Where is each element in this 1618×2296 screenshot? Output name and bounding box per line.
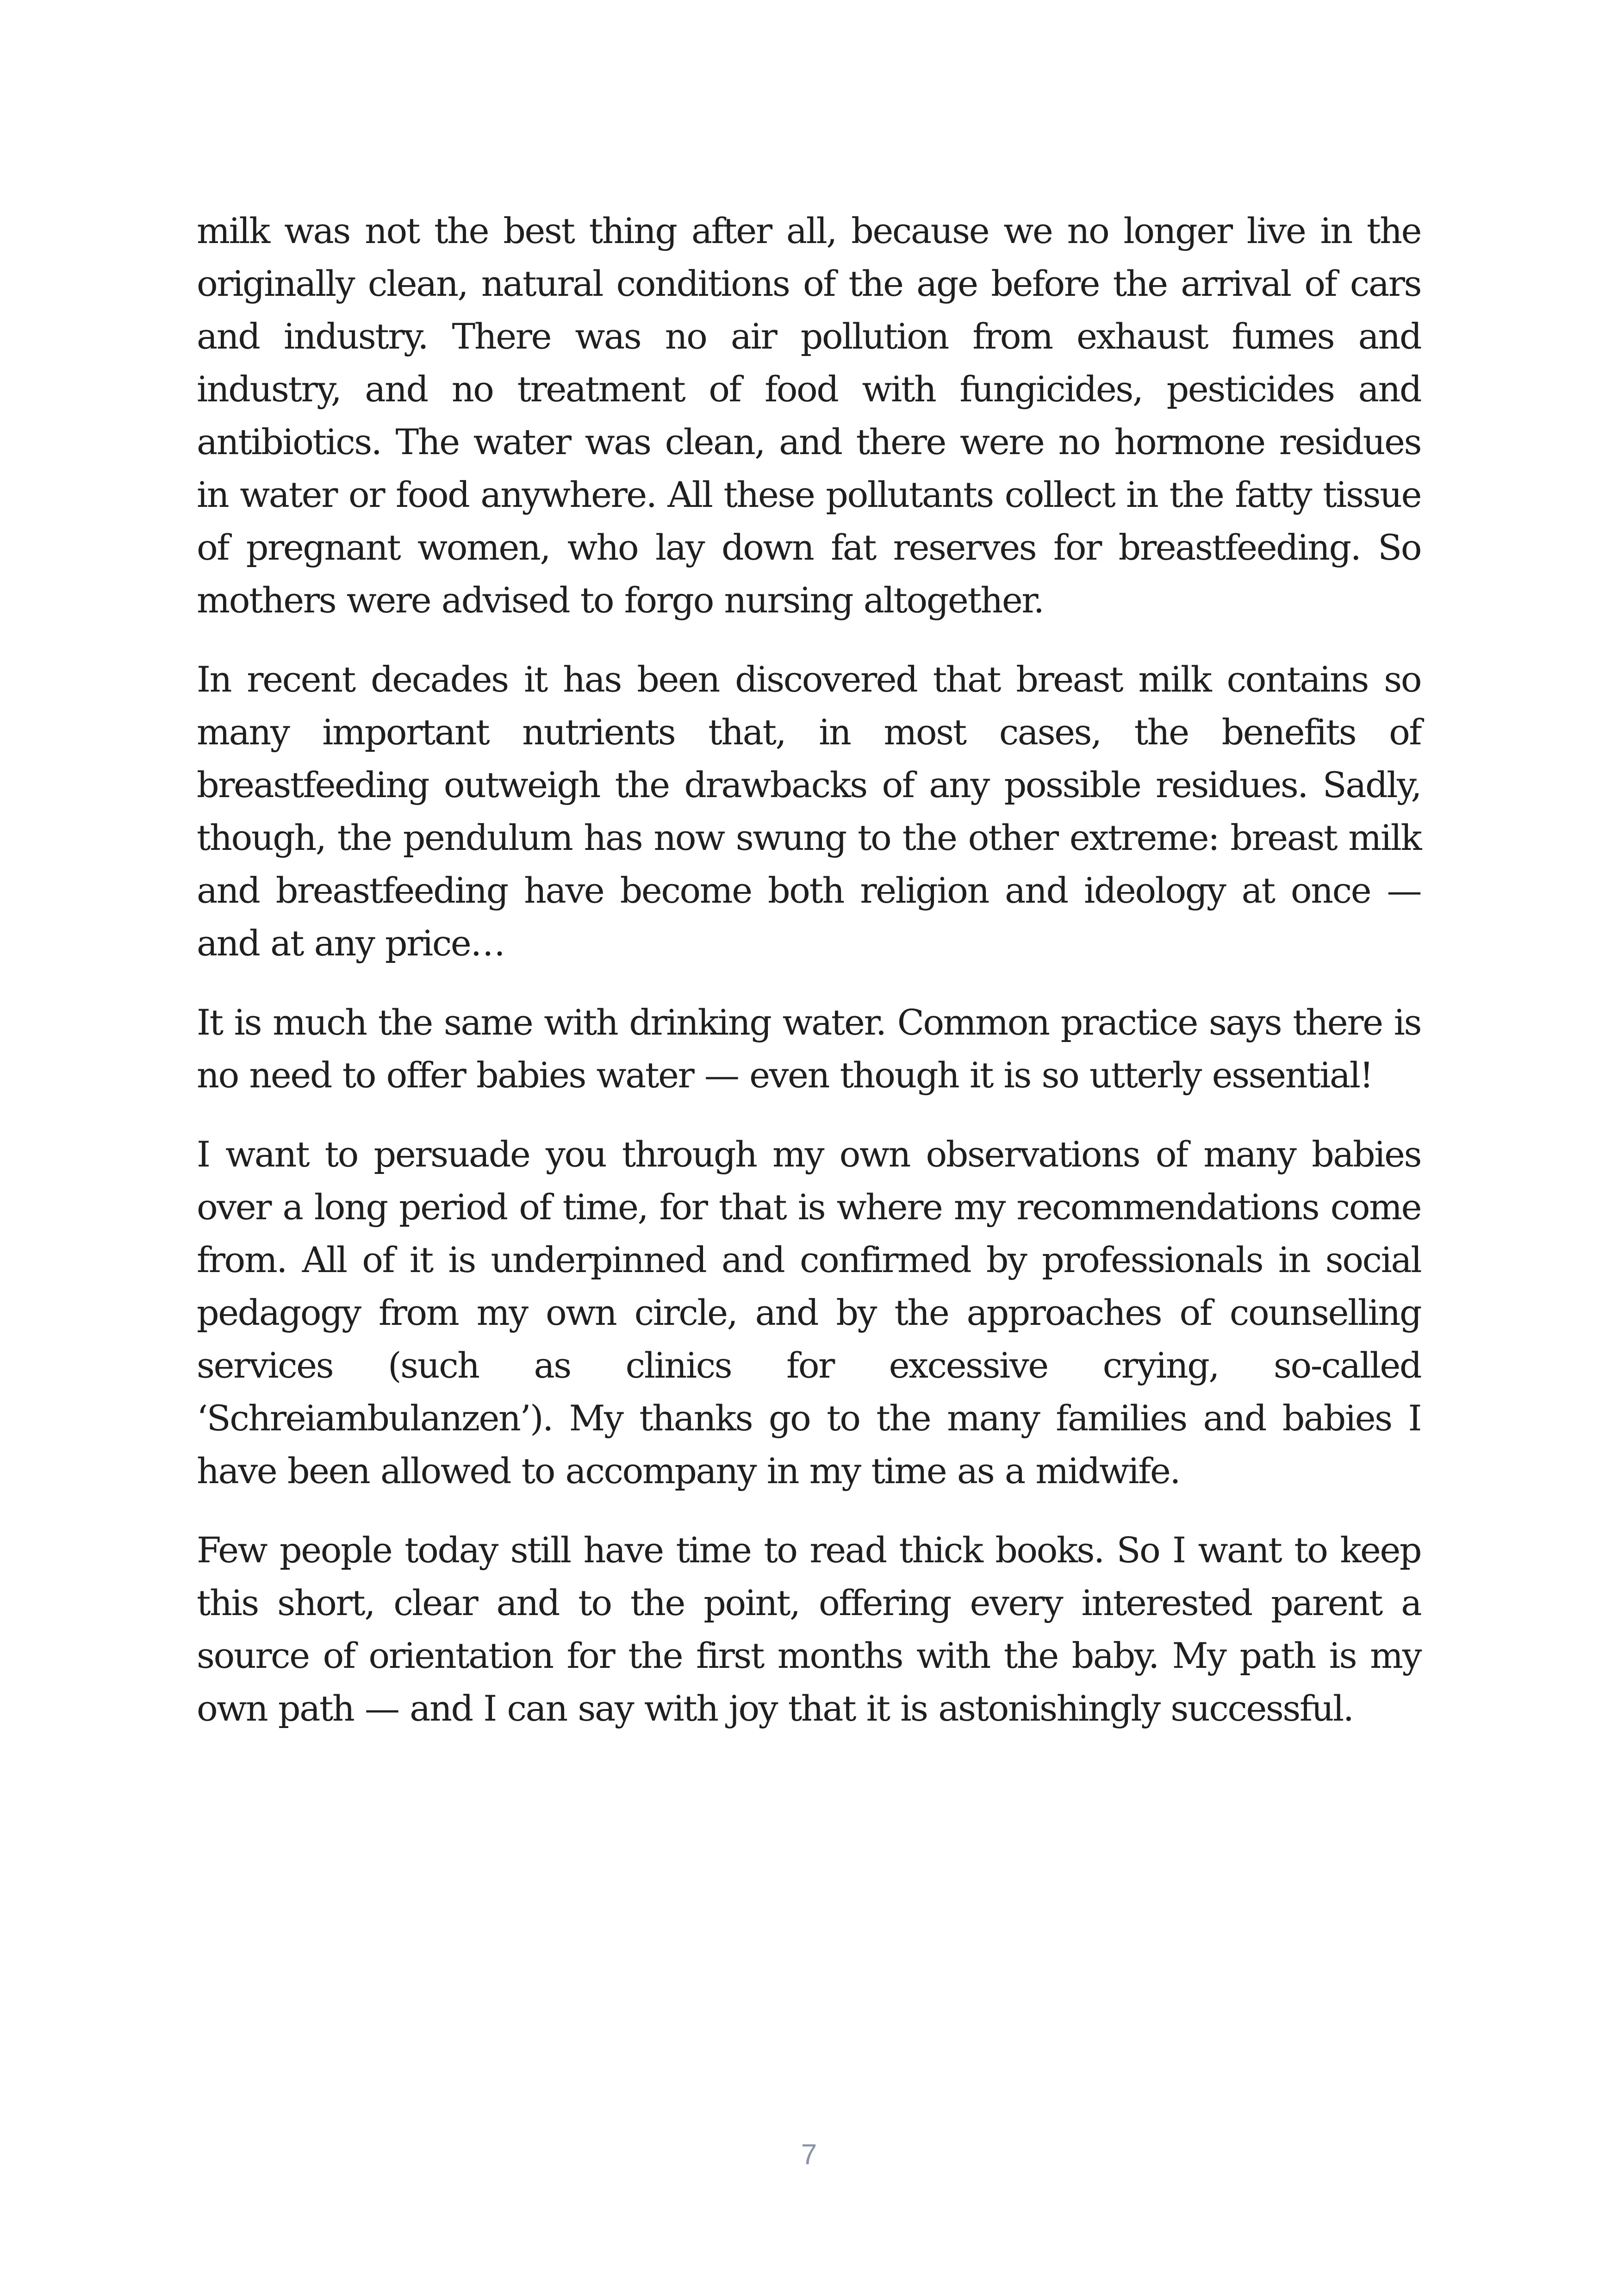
paragraph: Few people today still have time to read thick books. So I want to keep this short, clear and to the point, offering every interested parent a source of orientation for the first months with the baby. My path is my own path — and I can say with joy that it is astonishingly successful.	[197, 1529, 1421, 1729]
body-text	[197, 205, 1421, 1761]
paragraph: I want to persuade you through my own observations of many babies over a long period of time, for that is where my recommendations come from. All of it is underpinned and confirmed by professionals in social pedagogy from my own circle, and by the approaches of counselling services (such as clinics for excessive crying, so-called ‘Schreiambulanzen’). My thanks go to the many families and babies I have been allowed to accompany in my time as a midwife.	[197, 1134, 1421, 1491]
page-number: 7	[801, 2139, 817, 2171]
paragraph: In recent decades it has been discovered that breast milk contains so many important nutrients that, in most cases, the benefits of breastfeeding outweigh the drawbacks of any possible residues. Sadly, though, the pendulum has now swung to the other extreme: breast milk and breastfeeding have become both religion and ideology at once — and at any price…	[197, 659, 1421, 964]
paragraph: It is much the same with drinking water. Common practice says there is no need to offer babies water — even though it is so utterly essential!	[197, 1002, 1421, 1096]
paragraph: milk was not the best thing after all, because we no longer live in the originally clean, natural conditions of the age before the arrival of cars and industry. There was no air pollution from exhaust fumes and industry, and no treatment of food with fungicides, pesticides and antibiotics. The water was clean, and there were no hormone residues in water or food anywhere. All these pollutants collect in the fatty tissue of pregnant women, who lay down fat reserves for breastfeeding. So mothers were advised to forgo nursing altogether.	[197, 210, 1421, 621]
